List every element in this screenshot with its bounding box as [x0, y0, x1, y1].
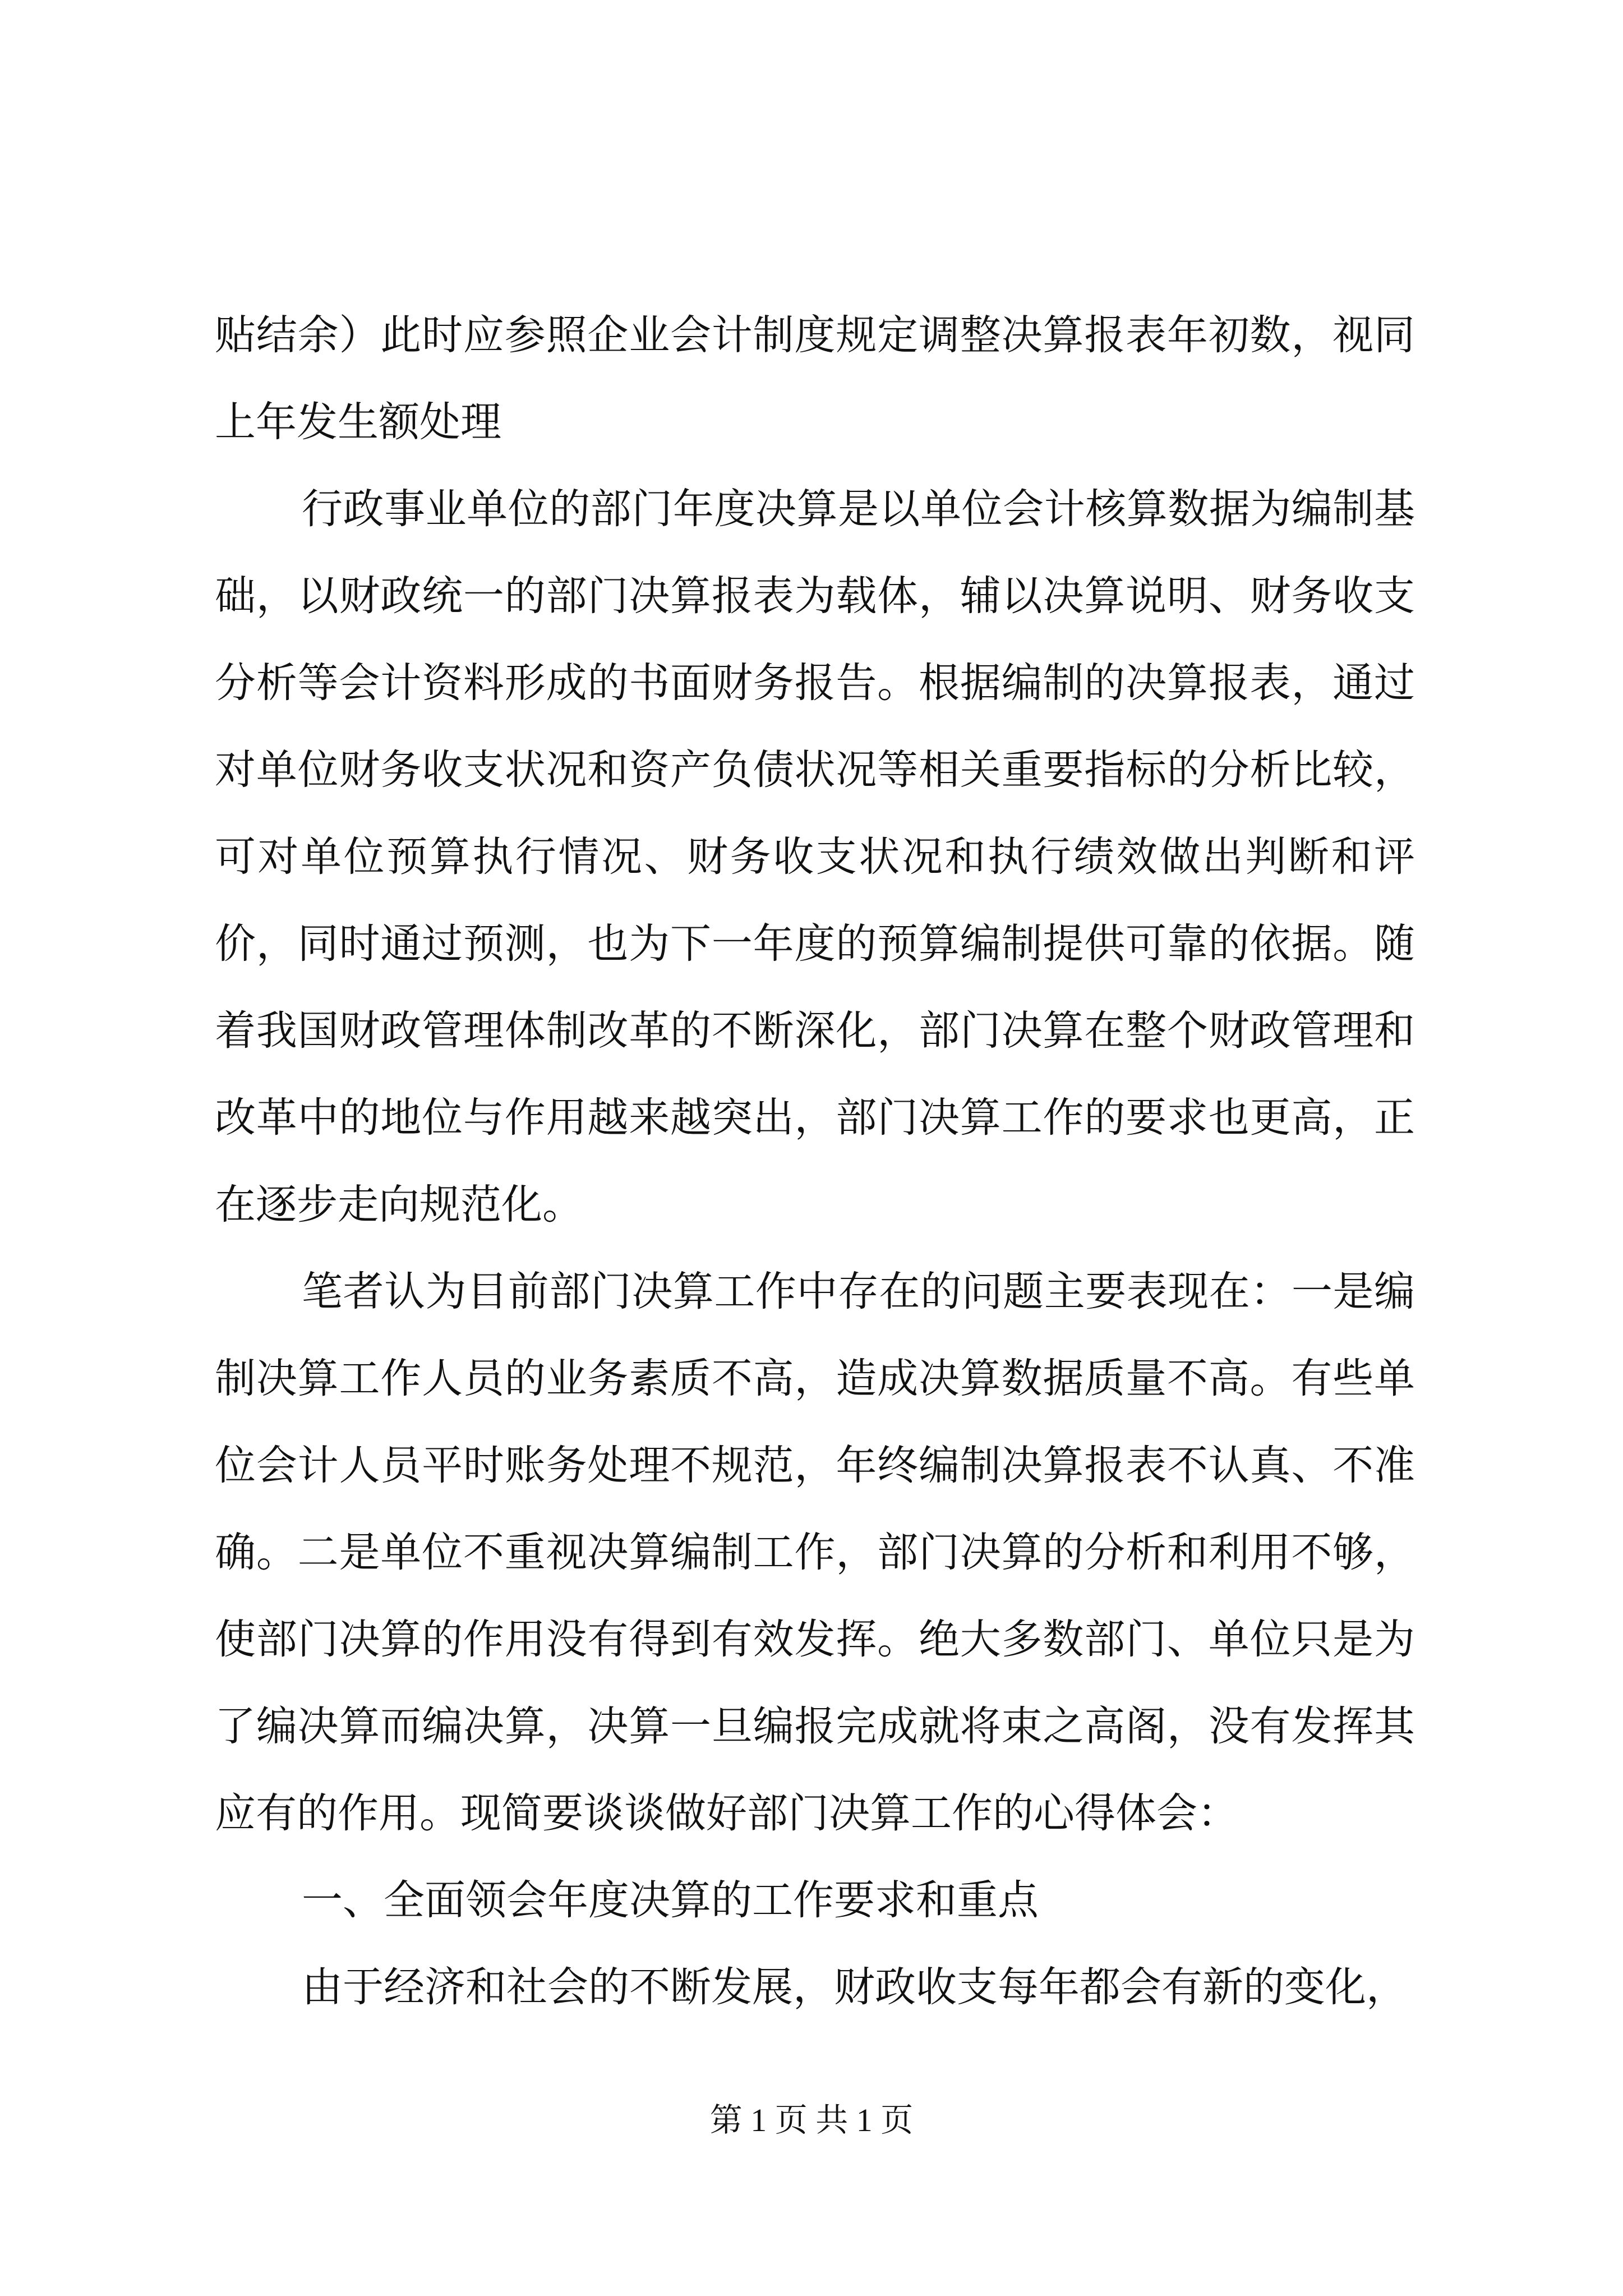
document-body [215, 292, 1415, 2031]
section-heading: 一、全面领会年度决算的工作要求和重点 [302, 1876, 1039, 1924]
paragraph-4: 由于经济和社会的不断发展，财政收支每年都会有新的变化， [302, 1963, 1407, 2011]
paragraph-1: 贴结余）此时应参照企业会计制度规定调整决算报表年初数，视同上年发生额处理 [215, 311, 1415, 446]
page-number-footer: 第 1 页 共 1 页 [709, 2102, 914, 2138]
paragraph-2: 行政事业单位的部门年度决算是以单位会计核算数据为编制基础，以财政统一的部门决算报表为载体，辅以决算说明、财务收支分析等会计资料形成的书面财务报告。根据编制的决算报表，通过对单位财务收支状况和资产负债状况等相关重要指标的分析比较，可对单位预算执行情况、财务收支状况和执行绩效做出判断和评价，同时通过预测，也为下一年度的预算编制提供可靠的依据。随着我国财政管理体制改革的不断深化，部门决算在整个财政管理和改革中的地位与作用越来越突出，部门决算工作的要求也更高，正在逐步走向规范化。 [215, 485, 1415, 1228]
paragraph-3: 笔者认为目前部门决算工作中存在的问题主要表现在：一是编制决算工作人员的业务素质不高，造成决算数据质量不高。有些单位会计人员平时账务处理不规范，年终编制决算报表不认真、不准确。二是单位不重视决算编制工作，部门决算的分析和利用不够，使部门决算的作用没有得到有效发挥。绝大多数部门、单位只是为了编决算而编决算，决算一旦编报完成就将束之高阁，没有发挥其应有的作用。现简要谈谈做好部门决算工作的心得体会： [215, 1268, 1415, 1837]
